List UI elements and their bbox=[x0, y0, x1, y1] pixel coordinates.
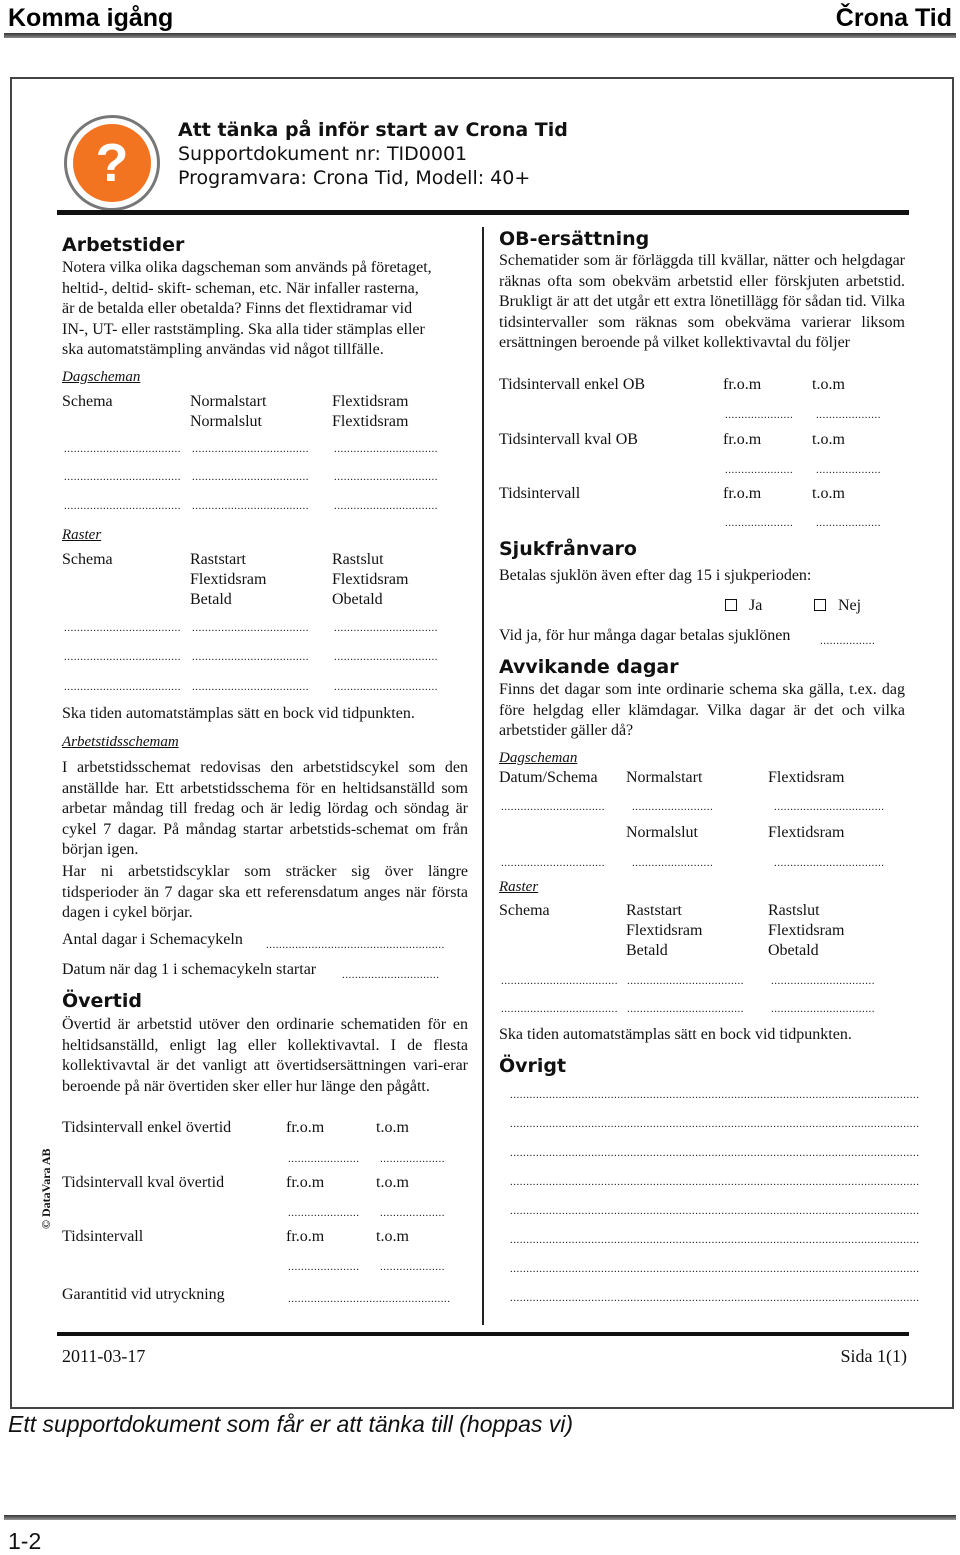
overtid-text: Övertid är arbetstid utöver den ordinarie schematiden för en heltidsanställd, enligt lag eller kollektivavtal. I de flesta kollektivavtal är det vanligt att övertidsersättningen vari-erar beroende på när övertiden sker eller hur länge den pågått. bbox=[62, 1016, 468, 1095]
raster-col2a: Raststart bbox=[190, 551, 246, 568]
ob-kval-to: t.o.m bbox=[812, 431, 845, 448]
avvikande-raster-col2b: Flextidsram bbox=[626, 922, 703, 939]
nej-checkbox[interactable] bbox=[814, 599, 826, 611]
avvikande-col3a: Flextidsram bbox=[768, 769, 845, 786]
datum-dag1-label: Datum när dag 1 i schemacykeln startar bbox=[62, 961, 317, 978]
top-divider bbox=[57, 210, 909, 215]
raster-label: Raster bbox=[62, 527, 102, 543]
overtid-row-enkel: Tidsintervall enkel övertid bbox=[62, 1119, 232, 1136]
dagscheman-col3a: Flextidsram bbox=[332, 393, 409, 410]
page-number: 1-2 bbox=[8, 1528, 42, 1554]
sjuk-heading: Sjukfrånvaro bbox=[499, 538, 637, 560]
ovrigt-heading: Övrigt bbox=[499, 1055, 567, 1077]
overtid-kval-to: t.o.m bbox=[376, 1174, 409, 1191]
ovrigt-fill-lines: .............................................................................................................................. .............................................................................................................................. .............................................................................................................................. .............................................................................................................................. .............................................................................................................................. .............................................................................................................................. .............................................................................................................................. .............................................................................................................................. bbox=[510, 1089, 920, 1304]
sjuk-followup: Vid ja, för hur många dagar betalas sjuklönen bbox=[499, 627, 791, 644]
ob-tids-from-fill: ..................... bbox=[725, 517, 794, 529]
dagscheman-col1: Schema bbox=[62, 393, 113, 410]
avvikande-fill-1a: ................................ bbox=[501, 801, 605, 813]
raster-col1: Schema bbox=[62, 551, 113, 568]
ob-enkel-from: fr.o.m bbox=[723, 376, 762, 393]
avvikande-fill-2a: ................................ bbox=[501, 857, 605, 869]
sjuk-ja-option[interactable]: Ja bbox=[725, 597, 762, 615]
arbetstidsschema-p2: Har ni arbetstidscyklar som sträcker sig över längre tidsperioder än 7 dagar ska ett referensdatum anges när första dagen i cykel börjar. bbox=[62, 863, 468, 921]
avvikande-fill-2b: ......................... bbox=[632, 857, 714, 869]
header-rule bbox=[4, 33, 956, 38]
overtid-tids-from: fr.o.m bbox=[286, 1228, 325, 1245]
ob-row-tidsintervall: Tidsintervall bbox=[499, 485, 581, 502]
ob-enkel-from-fill: ..................... bbox=[725, 409, 794, 421]
overtid-tids-to-fill: .................... bbox=[380, 1261, 445, 1273]
raster-col2c: Betald bbox=[190, 591, 232, 608]
avvikande-raster-col2c: Betald bbox=[626, 942, 668, 959]
raster-fill-lines: .................................... .................................... ................................ .................................... .................................... ................................ .................................... .................................... ................................ bbox=[64, 622, 438, 693]
avvikande-auto-stamp-note: Ska tiden automatstämplas sätt en bock vid tidpunkten. bbox=[499, 1026, 852, 1043]
antal-dagar-fill: ....................................................... bbox=[266, 939, 445, 951]
header-product-title: Črona Tid bbox=[835, 4, 952, 32]
doc-date: 2011-03-17 bbox=[62, 1346, 146, 1366]
ob-kval-to-fill: .................... bbox=[816, 464, 881, 476]
avvikande-raster-col2a: Raststart bbox=[626, 902, 682, 919]
ob-heading: OB-ersättning bbox=[499, 228, 650, 250]
ob-text: Schematider som är förläggda till kvällar, nätter och helgdagar räknas ofta som obekväm arbetstid eller förskjuten arbetstid. Brukligt är att det utgår ett extra lönetillägg för sådan tid. Vilka tidsintervaller som räknas som obekväma varierar liksom ersättningen beroende på vilket kollektivavtal du följer bbox=[499, 252, 905, 351]
overtid-enkel-to-fill: .................... bbox=[380, 1153, 445, 1165]
header-section-title: Komma igång bbox=[8, 4, 174, 32]
sjuk-followup-fill: ................. bbox=[820, 635, 876, 647]
ob-tids-to-fill: .................... bbox=[816, 517, 881, 529]
ob-row-enkel: Tidsintervall enkel OB bbox=[499, 376, 646, 393]
dagscheman-col2a: Normalstart bbox=[190, 393, 267, 410]
overtid-enkel-from-fill: ...................... bbox=[288, 1153, 360, 1165]
overtid-row-kval: Tidsintervall kval övertid bbox=[62, 1174, 225, 1191]
overtid-enkel-to: t.o.m bbox=[376, 1119, 409, 1136]
antal-dagar-label: Antal dagar i Schemacykeln bbox=[62, 931, 243, 948]
garantitid-fill: .................................................. bbox=[288, 1293, 451, 1305]
avvikande-fill-1c: .................................. bbox=[774, 801, 885, 813]
dagscheman-col2b: Normalslut bbox=[190, 413, 262, 430]
overtid-enkel-from: fr.o.m bbox=[286, 1119, 325, 1136]
bottom-divider bbox=[57, 1332, 909, 1336]
overtid-row-tidsintervall: Tidsintervall bbox=[62, 1228, 144, 1245]
figure-caption: Ett supportdokument som får er att tänka till (hoppas vi) bbox=[8, 1411, 574, 1437]
document-image bbox=[10, 77, 954, 1409]
doc-page: Sida 1(1) bbox=[840, 1346, 907, 1366]
overtid-tids-from-fill: ...................... bbox=[288, 1261, 360, 1273]
arbetstidsschema-label: Arbetstidsschemam bbox=[62, 734, 179, 750]
arbetstider-text: Notera vilka olika dagscheman som används på företaget, heltid-, deltid- skift- scheman, etc. När infaller rasterna, är de betalda eller obetalda? Finns det flextidramar vid IN-, UT- eller raststämpling. Ska alla tider stämplas eller ska automatstämpling användas vid något tillfälle. bbox=[62, 259, 432, 358]
ja-checkbox[interactable] bbox=[725, 599, 737, 611]
avvikande-text: Finns det dagar som inte ordinarie schema ska gälla, t.ex. dag före helgdag eller klämdagar. Vilka dagar är det och vilka arbetstider gäller då? bbox=[499, 681, 905, 739]
left-auto-stamp-note: Ska tiden automatstämplas sätt en bock vid tidpunkten. bbox=[62, 705, 415, 722]
sjuk-question: Betalas sjuklön även efter dag 15 i sjukperioden: bbox=[499, 567, 812, 584]
avvikande-col2a: Normalstart bbox=[626, 769, 703, 786]
raster-col3b: Flextidsram bbox=[332, 571, 409, 588]
doc-title: Att tänka på inför start av Crona Tid bbox=[178, 119, 568, 141]
ob-kval-from: fr.o.m bbox=[723, 431, 762, 448]
overtid-kval-from-fill: ...................... bbox=[288, 1207, 360, 1219]
ob-row-kval: Tidsintervall kval OB bbox=[499, 431, 638, 448]
avvikande-fill-1b: ......................... bbox=[632, 801, 714, 813]
overtid-kval-to-fill: .................... bbox=[380, 1207, 445, 1219]
question-logo-icon: ? bbox=[64, 115, 160, 211]
column-divider bbox=[482, 227, 484, 1325]
sjuk-nej-option[interactable]: Nej bbox=[814, 597, 861, 615]
footer-rule bbox=[4, 1515, 956, 1520]
raster-col2b: Flextidsram bbox=[190, 571, 267, 588]
raster-col3c: Obetald bbox=[332, 591, 383, 608]
ob-enkel-to-fill: .................... bbox=[816, 409, 881, 421]
avvikande-raster-label: Raster bbox=[499, 879, 539, 895]
avvikande-col2b: Normalslut bbox=[626, 824, 698, 841]
datum-dag1-fill: .............................. bbox=[342, 969, 440, 981]
avvikande-raster-col3a: Rastslut bbox=[768, 902, 820, 919]
overtid-tids-to: t.o.m bbox=[376, 1228, 409, 1245]
doc-support-number: Supportdokument nr: TID0001 bbox=[178, 143, 468, 165]
avvikande-dagscheman-label: Dagscheman bbox=[499, 750, 578, 766]
copyright-side-text: © DataVara AB bbox=[39, 1148, 53, 1229]
avvikande-raster-col3b: Flextidsram bbox=[768, 922, 845, 939]
avvikande-raster-fill-lines: .................................... .................................... ................................ .................................... .................................... ................................ bbox=[501, 975, 875, 1015]
garantitid-label: Garantitid vid utryckning bbox=[62, 1286, 225, 1303]
ob-enkel-to: t.o.m bbox=[812, 376, 845, 393]
avvikande-heading: Avvikande dagar bbox=[499, 656, 679, 678]
avvikande-fill-2c: .................................. bbox=[774, 857, 885, 869]
dagscheman-label: Dagscheman bbox=[62, 369, 141, 385]
avvikande-col3b: Flextidsram bbox=[768, 824, 845, 841]
ob-kval-from-fill: ..................... bbox=[725, 464, 794, 476]
ob-tids-from: fr.o.m bbox=[723, 485, 762, 502]
arbetstider-heading: Arbetstider bbox=[62, 234, 185, 256]
overtid-heading: Övertid bbox=[62, 990, 142, 1012]
dagscheman-fill-lines: .................................... .................................... ................................ .................................... .................................... ................................ .................................... .................................... ................................ bbox=[64, 443, 438, 512]
overtid-kval-from: fr.o.m bbox=[286, 1174, 325, 1191]
raster-col3a: Rastslut bbox=[332, 551, 384, 568]
arbetstidsschema-p1: I arbetstidsschemat redovisas den arbetstidscykel som den anställde har. Ett arbetstidsschema för en heltidsanställd som arbetar måndag till fredag och är ledig lördag och söndag är cykel 7 dagar. På måndag startar arbetstids-schemat om från början igen. bbox=[62, 759, 468, 858]
dagscheman-col3b: Flextidsram bbox=[332, 413, 409, 430]
avvikande-col1: Datum/Schema bbox=[499, 769, 598, 786]
avvikande-raster-col1: Schema bbox=[499, 902, 550, 919]
doc-program: Programvara: Crona Tid, Modell: 40+ bbox=[178, 167, 531, 189]
ob-tids-to: t.o.m bbox=[812, 485, 845, 502]
avvikande-raster-col3c: Obetald bbox=[768, 942, 819, 959]
